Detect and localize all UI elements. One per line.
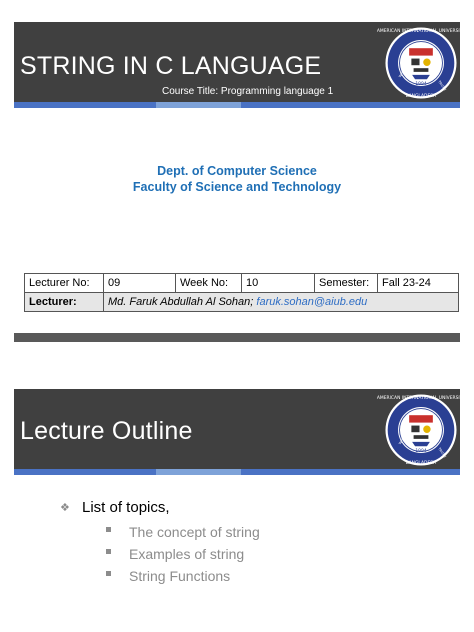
week-no-label: Week No:: [176, 274, 242, 293]
logo-top-text: AMERICAN INTERNATIONAL UNIVERSITY: [376, 395, 466, 401]
accent-stripe: [14, 102, 460, 108]
topics-heading: [60, 499, 260, 516]
lecturer-no-label: Lecturer No:: [25, 274, 104, 293]
outline-banner: [14, 389, 466, 469]
semester-value: Fall 23-24: [378, 274, 459, 293]
square-bullet-icon: [106, 571, 111, 576]
lecture-info-table: [24, 273, 459, 312]
list-item: [60, 546, 260, 562]
logo-bottom-text: BANGLADESH: [405, 94, 437, 100]
faculty-text: Faculty of Science and Technology: [132, 180, 342, 194]
topics-list: [60, 499, 260, 584]
topic-text: The concept of string: [129, 524, 260, 540]
course-title: Course Title: Programming language 1: [162, 86, 334, 97]
title-slide: [14, 22, 466, 342]
lecturer-name: Md. Faruk Abdullah Al Sohan;: [108, 296, 254, 308]
logo-year: 1994: [415, 449, 427, 455]
university-logo: [376, 393, 466, 467]
logo-motto-left: WISDOM: [397, 64, 410, 79]
semester-label: Semester:: [315, 274, 378, 293]
list-item: [60, 524, 260, 540]
table-row: [25, 293, 459, 312]
lecturer-no-value: 09: [104, 274, 176, 293]
logo-motto-right: TRUTH: [437, 79, 447, 92]
lecturer-value: [104, 293, 459, 312]
list-item: [60, 568, 260, 584]
topics-heading-text: List of topics,: [82, 499, 170, 516]
table-row: [25, 274, 459, 293]
department-text: Dept. of Computer Science: [157, 164, 317, 178]
logo-motto-left: WISDOM: [397, 431, 410, 446]
slide-bottom-bar: [14, 333, 460, 342]
outline-title: Lecture Outline: [20, 417, 193, 445]
diamond-bullet-icon: ❖: [60, 502, 70, 514]
title-banner: [14, 22, 466, 102]
logo-motto-right: TRUTH: [437, 446, 447, 459]
accent-stripe: [14, 469, 460, 475]
lecturer-label: Lecturer:: [25, 293, 104, 312]
logo-top-text: AMERICAN INTERNATIONAL UNIVERSITY: [376, 28, 466, 34]
square-bullet-icon: [106, 549, 111, 554]
university-logo: [376, 26, 466, 100]
logo-year: 1994: [415, 82, 427, 88]
topic-text: String Functions: [129, 568, 231, 584]
slide-title: STRING IN C LANGUAGE: [20, 52, 322, 80]
outline-slide: [14, 389, 466, 599]
lecturer-email-link[interactable]: faruk.sohan@aiub.edu: [256, 296, 368, 308]
square-bullet-icon: [106, 527, 111, 532]
logo-bottom-text: BANGLADESH: [405, 461, 437, 467]
week-no-value: 10: [242, 274, 315, 293]
topic-text: Examples of string: [129, 546, 245, 562]
